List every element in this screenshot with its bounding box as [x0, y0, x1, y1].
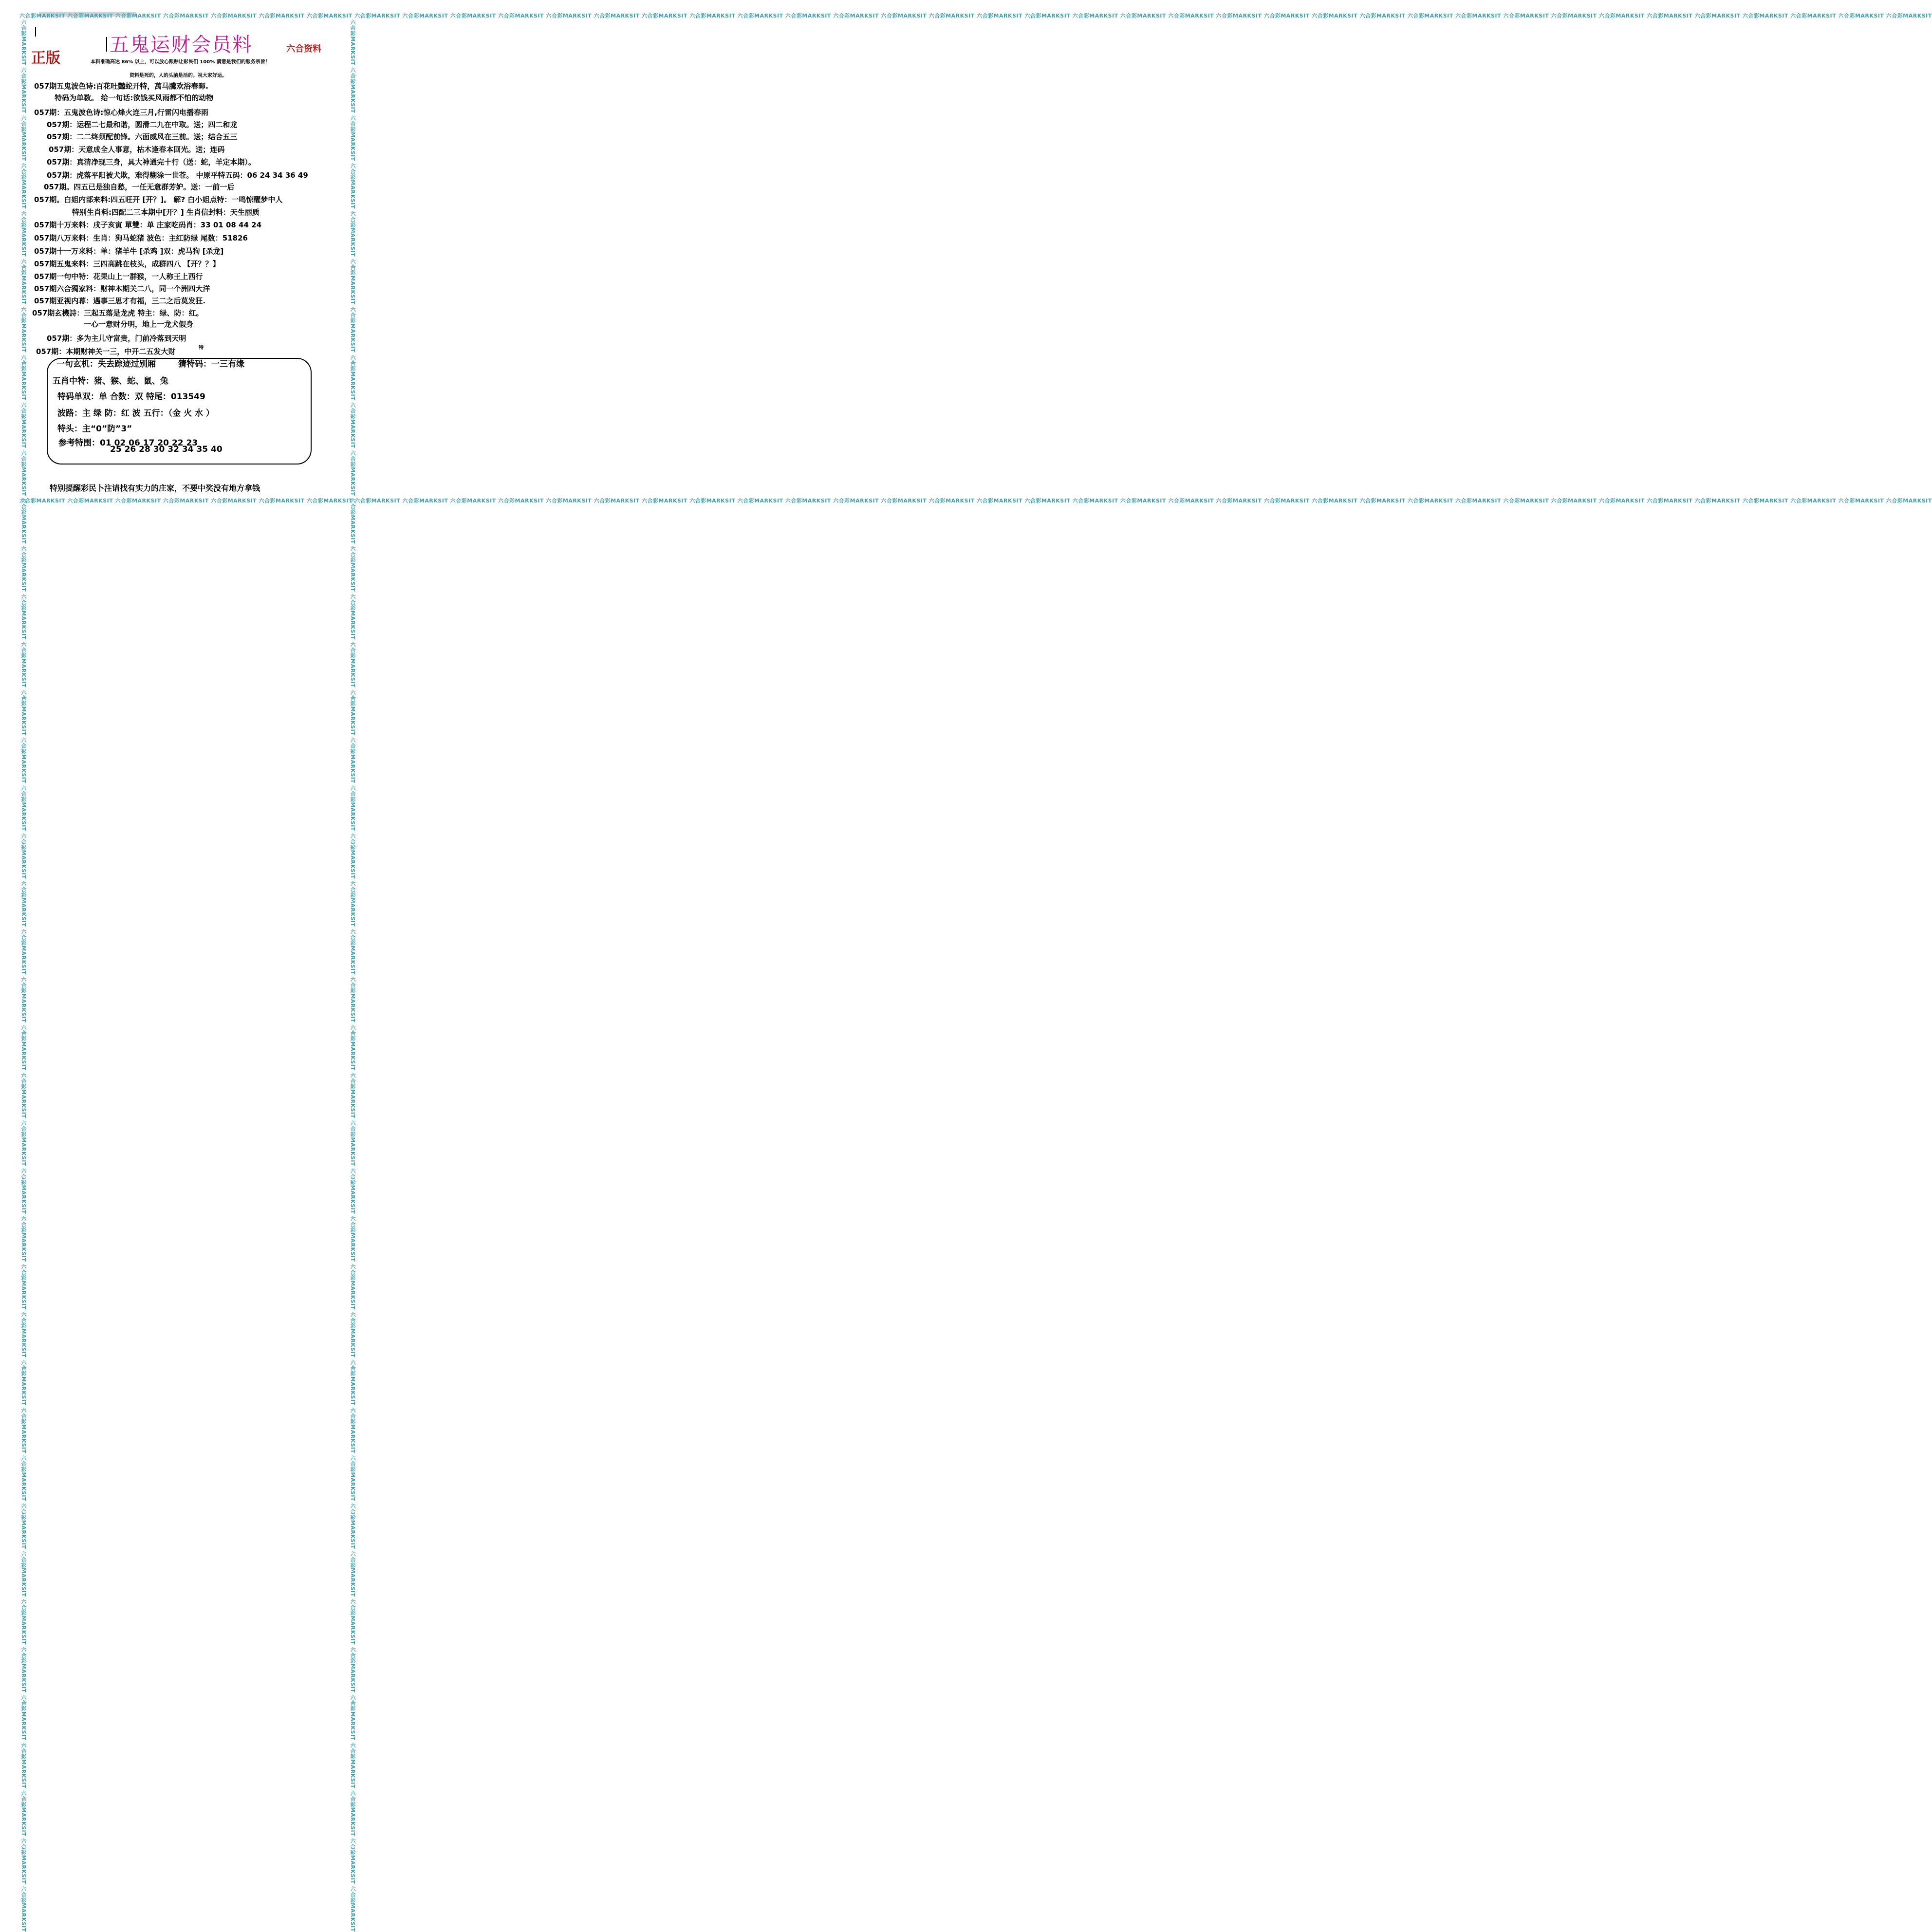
watermark-bottom: 六合彩MARKSIT 六合彩MARKSIT 六合彩MARKSIT 六合彩MARKSIT 六合彩MARKSIT 六合彩MARKSIT 六合彩MARKSIT 六合彩MARKSIT 六合彩MARKSIT 六合彩MARKSIT 六合彩MARKSIT 六合彩MARKSIT 六合彩MARKSIT 六合彩MARKSIT 六合彩MARKSIT 六合彩MARKSIT 六合彩MARKSIT 六合彩MARKSIT 六合彩MARKSIT 六合彩MARKSIT 六合彩MARKSIT 六合彩MARKSIT 六合彩MARKSIT 六合彩MARKSIT 六合彩MARKSIT 六合彩MARKSIT 六合彩MARKSIT 六合彩MARKSIT 六合彩MARKSIT 六合彩MARKSIT 六合彩MARKSIT 六合彩MARKSIT 六合彩MARKSIT 六合彩MARKSIT 六合彩MARKSIT 六合彩MARKSIT 六合彩MARKSIT 六合彩MARKSIT 六合彩MARKSIT 六合彩MARKSIT	[19, 498, 1932, 504]
tag-label: 六合资料	[286, 44, 321, 54]
text-line: 057期：真清净现三身，具大神通完十行（送：蛇，羊定本期）。	[47, 158, 256, 167]
text-line: 057期：二二终须配前锋。六面威风在三前。送；结合五三	[47, 132, 238, 141]
text-line: 057期五鬼波色诗:百花吐豔蛇开特，萬马騰欢浴春暉.	[34, 82, 209, 91]
slogan-1: 本料准确高达 86% 以上，可以放心跟踪让彩民们 100% 满意是我们的服务宗旨！	[91, 59, 270, 65]
text-line: 057期：天意成全人事意，枯木逢春本回光。送；连码	[49, 145, 225, 154]
text-line: 057期十一万来料：单：猪羊牛 [杀鸡 ]双：虎马狗 [杀龙]	[34, 247, 224, 256]
title-bar	[106, 37, 107, 52]
box-odd-even: 特码单双：单 合数：双 特尾：013549	[57, 392, 205, 402]
text-line: 057期六合獨家料：财神本期关二八，同一个洲四大洋	[34, 284, 210, 293]
text-line: 057期玄機詩：三起五落是龙虎 特主：绿、防：红。	[32, 309, 204, 317]
text-line: 057期十万来料：戌子亥寅 單雙：单 庄家吃码肖：33 01 08 44 24	[34, 221, 262, 229]
text-line: 057期：五鬼波色诗:惊心烽火连三月,行雷闪电播春雨	[34, 108, 209, 117]
box-riddle: 一句玄机：失去踪迹过别厢	[56, 359, 156, 369]
text-note: 特	[199, 345, 204, 351]
box-ref-1: 参考特围：01 02 06 17 20 22 23	[58, 438, 198, 448]
text-line: 057期八万来料：生肖：狗马蛇猪 波色：主红防绿 尾数：51826	[34, 234, 248, 242]
slogan-2: 资料是死的，人的头脑是活的。祝大家好运。	[130, 73, 227, 78]
text-line: 057期：虎落平阳被犬欺，难得糊涂一世苍。 中原平特五码：06 24 34 36 49	[47, 171, 308, 180]
text-line: 057期五鬼来料：三四高跳在枝头，成群四八 【开？？】	[34, 260, 220, 268]
page-title: 五鬼运财会员料	[110, 34, 253, 56]
text-line: 057期亚视内幕：遇事三思才有福，三二之后莫发狂.	[34, 297, 206, 305]
text-line: 057期一句中特：花果山上一群猴，一人称王上西行	[34, 272, 203, 281]
box-ref-2: 25 26 28 30 32 34 35 40	[110, 445, 223, 454]
footer-note: 特别提醒彩民卜注请找有实力的庄家，不要中奖没有地方拿钱	[50, 483, 260, 493]
left-mark	[35, 27, 36, 37]
box-head: 特头：主“0”防”3”	[57, 424, 132, 434]
text-line: 057期。四五已是独自愁，一任无意群芳妒。送：一前一后	[44, 183, 235, 191]
text-line: 一心一意财分明，地上一龙犬假身	[84, 320, 194, 329]
text-line: 057期：本期财神关一三，中开二五发大财	[36, 347, 176, 356]
text-line: 057期：运程二七最和谐，圆滑二九在中取。送；四二和龙	[47, 120, 238, 129]
text-line: 057期。白姐内部来料:四五旺开 [开？]。 解? 白小姐点特：一鸣惊醒梦中人	[34, 195, 283, 204]
text-line: 特别生肖料:四配二三本期中[开？] 生肖信封料：天生丽质	[72, 208, 260, 217]
watermark-right: 六合彩MARKSIT 六合彩MARKSIT 六合彩MARKSIT 六合彩MARKSIT 六合彩MARKSIT 六合彩MARKSIT 六合彩MARKSIT 六合彩MARKSIT 六合彩MARKSIT 六合彩MARKSIT 六合彩MARKSIT 六合彩MARKSIT 六合彩MARKSIT 六合彩MARKSIT 六合彩MARKSIT 六合彩MARKSIT 六合彩MARKSIT 六合彩MARKSIT 六合彩MARKSIT 六合彩MARKSIT 六合彩MARKSIT 六合彩MARKSIT 六合彩MARKSIT 六合彩MARKSIT 六合彩MARKSIT 六合彩MARKSIT 六合彩MARKSIT 六合彩MARKSIT 六合彩MARKSIT 六合彩MARKSIT 六合彩MARKSIT 六合彩MARKSIT 六合彩MARKSIT 六合彩MARKSIT 六合彩MARKSIT 六合彩MARKSIT 六合彩MARKSIT 六合彩MARKSIT 六合彩MARKSIT 六合彩MARKSIT	[350, 19, 356, 1932]
box-five-zodiac: 五肖中特：猪、猴、蛇、鼠、兔	[53, 376, 168, 386]
box-wave: 波路：主 绿 防：红 波 五行：（金 火 水 ）	[57, 409, 214, 418]
text-line: 特码为单数。 给一句话:欲钱买风雨都不怕的动物	[55, 93, 214, 102]
watermark-left: 六合彩MARKSIT 六合彩MARKSIT 六合彩MARKSIT 六合彩MARKSIT 六合彩MARKSIT 六合彩MARKSIT 六合彩MARKSIT 六合彩MARKSIT 六合彩MARKSIT 六合彩MARKSIT 六合彩MARKSIT 六合彩MARKSIT 六合彩MARKSIT 六合彩MARKSIT 六合彩MARKSIT 六合彩MARKSIT 六合彩MARKSIT 六合彩MARKSIT 六合彩MARKSIT 六合彩MARKSIT 六合彩MARKSIT 六合彩MARKSIT 六合彩MARKSIT 六合彩MARKSIT 六合彩MARKSIT 六合彩MARKSIT 六合彩MARKSIT 六合彩MARKSIT 六合彩MARKSIT 六合彩MARKSIT 六合彩MARKSIT 六合彩MARKSIT 六合彩MARKSIT 六合彩MARKSIT 六合彩MARKSIT 六合彩MARKSIT 六合彩MARKSIT 六合彩MARKSIT 六合彩MARKSIT 六合彩MARKSIT	[20, 19, 27, 1932]
box-riddle-code: 猜特码：一三有缘	[178, 359, 244, 369]
watermark-top: 六合彩MARKSIT 六合彩MARKSIT 六合彩MARKSIT 六合彩MARKSIT 六合彩MARKSIT 六合彩MARKSIT 六合彩MARKSIT 六合彩MARKSIT 六合彩MARKSIT 六合彩MARKSIT 六合彩MARKSIT 六合彩MARKSIT 六合彩MARKSIT 六合彩MARKSIT 六合彩MARKSIT 六合彩MARKSIT 六合彩MARKSIT 六合彩MARKSIT 六合彩MARKSIT 六合彩MARKSIT 六合彩MARKSIT 六合彩MARKSIT 六合彩MARKSIT 六合彩MARKSIT 六合彩MARKSIT 六合彩MARKSIT 六合彩MARKSIT 六合彩MARKSIT 六合彩MARKSIT 六合彩MARKSIT 六合彩MARKSIT 六合彩MARKSIT 六合彩MARKSIT 六合彩MARKSIT 六合彩MARKSIT 六合彩MARKSIT 六合彩MARKSIT 六合彩MARKSIT 六合彩MARKSIT 六合彩MARKSIT	[19, 13, 1932, 19]
edition-label: 正版	[31, 50, 60, 67]
text-line: 057期：多为主儿守富贵，门前冷落到天明	[47, 334, 186, 343]
